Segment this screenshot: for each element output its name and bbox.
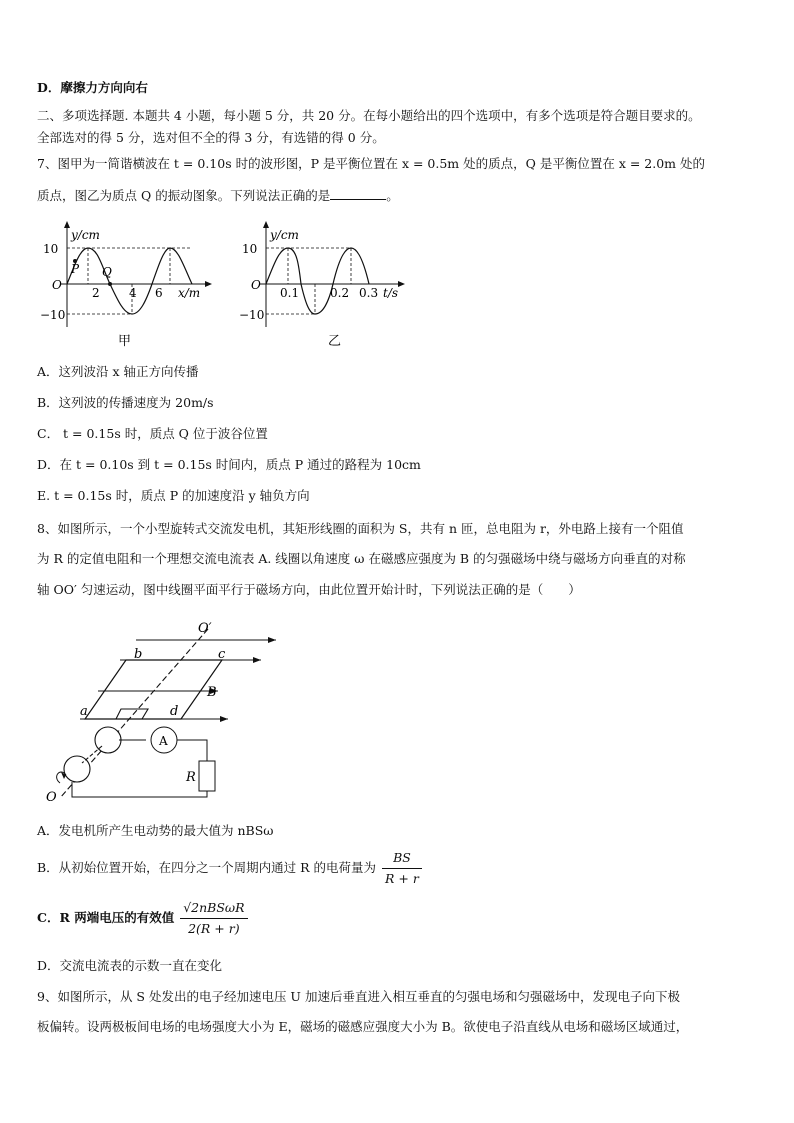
vibration-graph-yi: [233, 215, 413, 350]
fraction-numerator: √2nBSωR: [180, 898, 247, 919]
yi-waveform: [266, 248, 369, 314]
point-q-marker: [108, 282, 112, 286]
yi-xtick-02: 0.2: [330, 286, 350, 300]
yi-y-label: y/cm: [270, 228, 299, 242]
label-c: c: [218, 647, 226, 662]
yi-x-label: t/s: [383, 286, 399, 300]
label-resistor: R: [186, 770, 196, 785]
yi-tick-10: 10: [242, 242, 258, 256]
jia-xtick-6: 6: [155, 286, 163, 300]
label-d: d: [170, 704, 179, 719]
q9-stem-line2: 板偏转。设两极板间电场的电场强度大小为 E，磁场的磁感应强度大小为 B。欲使电子沿直线从电场和磁场区域通过，: [37, 1019, 689, 1034]
label-b: b: [134, 647, 143, 662]
label-a: a: [80, 704, 88, 719]
q8-option-c[interactable]: [37, 898, 250, 939]
q8-stem-line2: 为 R 的定值电阻和一个理想交流电流表 A. 线圈以角速度 ω 在磁感应强度为 B 的匀强磁场中绕与磁场方向垂直的对称: [37, 551, 686, 566]
q8-option-c-text: C．R 两端电压的有效值: [37, 910, 175, 925]
q7-option-b[interactable]: B．这列波的传播速度为 20m/s: [37, 395, 214, 410]
label-o-prime: O′: [198, 621, 212, 636]
jia-x-label: x/m: [178, 286, 201, 300]
q8-option-b-fraction: [382, 848, 422, 889]
q7-stem-text: 质点，图乙为质点 Q 的振动图象。下列说法正确的是: [37, 188, 331, 203]
q7-stem-line2: [37, 187, 399, 204]
jia-origin: O: [52, 278, 62, 292]
resistor: [199, 761, 215, 791]
yi-xtick-03: 0.3: [359, 286, 379, 300]
q7-option-c[interactable]: C． t = 0.15s 时，质点 Q 位于波谷位置: [37, 426, 268, 441]
q8-option-d[interactable]: D．交流电流表的示数一直在变化: [37, 958, 223, 973]
q8-option-c-fraction: [180, 898, 247, 939]
q8-option-b-text: B．从初始位置开始，在四分之一个周期内通过 R 的电荷量为: [37, 860, 377, 875]
q7-option-e[interactable]: E. t = 0.15s 时，质点 P 的加速度沿 y 轴负方向: [37, 488, 310, 503]
fraction-denominator: R + r: [385, 871, 419, 886]
coil-frame: [85, 660, 222, 719]
label-field-b: B: [207, 685, 217, 700]
label-ammeter: A: [159, 734, 168, 748]
generator-diagram: [36, 615, 276, 810]
jia-caption: 甲: [118, 334, 132, 349]
q8-stem-line3: 轴 OO′ 匀速运动，图中线圈平面平行于磁场方向，由此位置开始计时，下列说法正确的是（ ）: [37, 582, 581, 597]
jia-xtick-4: 4: [129, 286, 137, 300]
jia-tick-neg10: −10: [40, 308, 66, 322]
fraction-numerator: BS: [382, 848, 422, 869]
yi-caption: 乙: [328, 334, 342, 349]
label-p: P: [71, 262, 80, 276]
jia-xtick-2: 2: [92, 286, 100, 300]
q7-stem-line1: 7、图甲为一简谐横波在 t = 0.10s 时的波形图，P 是平衡位置在 x = 0.5m 处的质点，Q 是平衡位置在 x = 2.0m 处的: [37, 156, 705, 171]
label-q: Q: [102, 265, 112, 279]
q7-option-a[interactable]: A．这列波沿 x 轴正方向传播: [37, 364, 199, 379]
label-o: O: [46, 790, 57, 805]
q8-option-b[interactable]: [37, 848, 424, 889]
q7-stem-end: 。: [386, 188, 399, 203]
yi-origin: O: [251, 278, 261, 292]
fraction-denominator: 2(R + r): [188, 921, 240, 936]
q6-option-d: D．摩擦力方向向右: [37, 80, 148, 95]
section2-line1: 二、多项选择题. 本题共 4 小题，每小题 5 分，共 20 分。在每小题给出的四个选项中，有多个选项是符合题目要求的。: [37, 108, 701, 123]
q8-stem-line1: 8、如图所示，一个小型旋转式交流发电机，其矩形线圈的面积为 S，共有 n 匝，总电阻为 r，外电路上接有一个阻值: [37, 521, 684, 536]
answer-blank[interactable]: [330, 187, 386, 200]
q9-stem-line1: 9、如图所示，从 S 处发出的电子经加速电压 U 加速后垂直进入相互垂直的匀强电场和匀强磁场中，发现电子向下极: [37, 989, 680, 1004]
q7-option-d[interactable]: D．在 t = 0.10s 到 t = 0.15s 时间内，质点 P 通过的路程为 10cm: [37, 457, 421, 472]
section2-line2: 全部选对的得 5 分，选对但不全的得 3 分，有选错的得 0 分。: [37, 130, 385, 145]
jia-tick-10: 10: [43, 242, 59, 256]
q8-option-a[interactable]: A．发电机所产生电动势的最大值为 nBSω: [37, 823, 274, 838]
wave-graph-jia: [40, 215, 220, 350]
slip-ring-1: [95, 727, 121, 753]
yi-xtick-01: 0.1: [280, 286, 300, 300]
yi-tick-neg10: −10: [239, 308, 265, 322]
jia-y-label: y/cm: [71, 228, 100, 242]
jia-waveform: [67, 248, 192, 314]
